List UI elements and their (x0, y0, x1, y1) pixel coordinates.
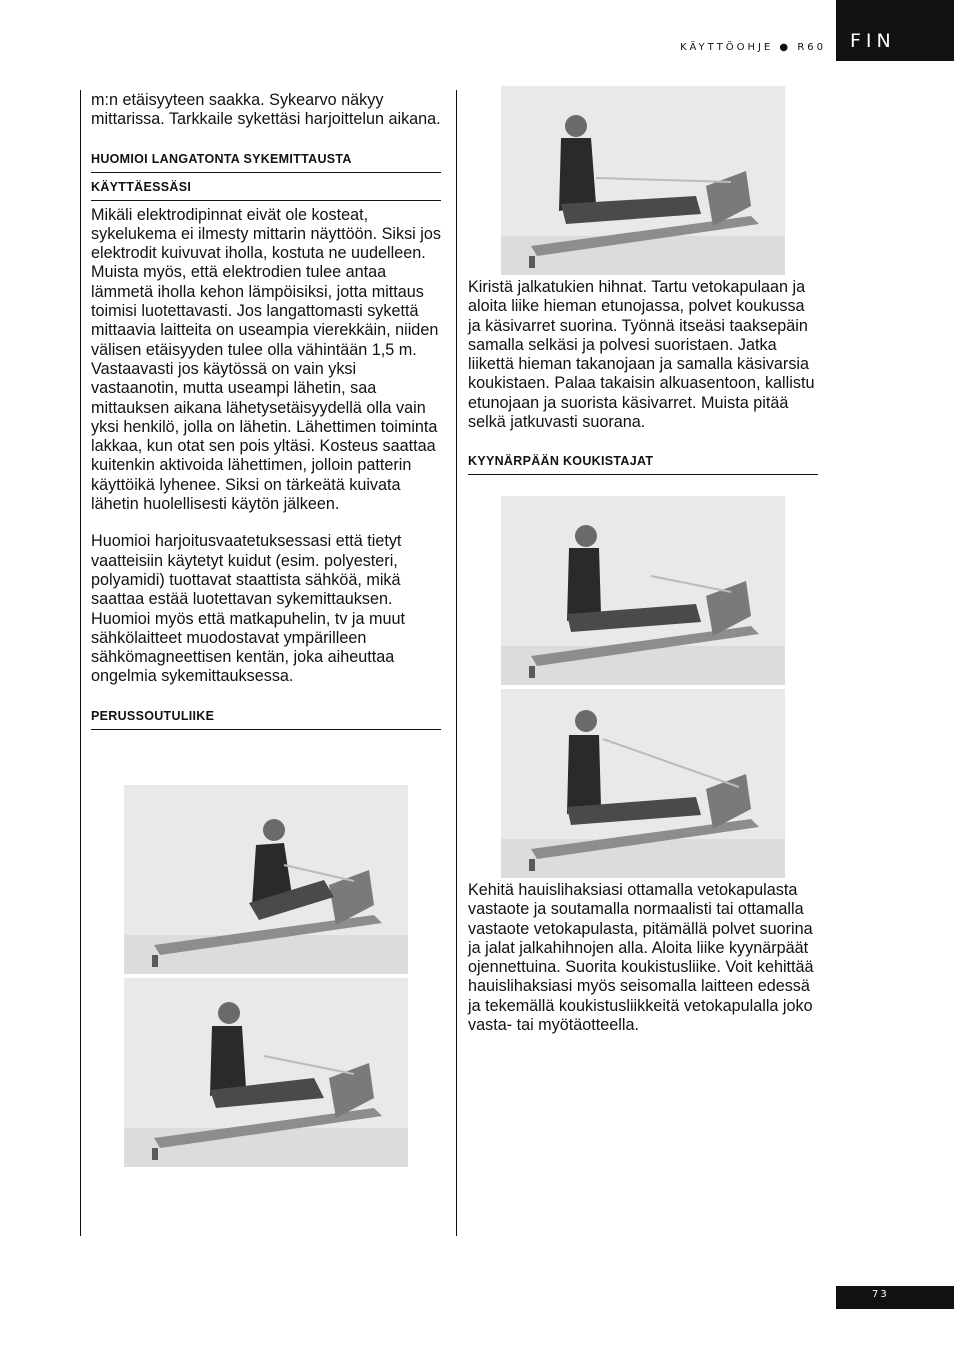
clothing-paragraph: Huomioi harjoitusvaatetuksessasi että tietyt vaatteisiin käytetyt kuidut (esim. polyesteri, polyamidi) tuottavat staattista sähköä, mikä saattaa estää luotettavan sykemittauksen. Huomioi myös että matkapuhelin, tv ja muut sähkölaitteet muodostavat ympärilleen sähkömagneettisen kentän, joka aiheuttaa ongelmia sykemittauksessa. (91, 532, 405, 686)
section-heading-wireless: HUOMIOI LANGATONTA SYKEMITTAUSTA (91, 152, 441, 173)
section-heading-biceps: KYYNÄRPÄÄN KOUKISTAJAT (468, 454, 818, 475)
wireless-paragraph: Mikäli elektrodipinnat eivät ole kosteat, sykelukema ei ilmesty mittarin näyttöön. Siksi jos elektrodit kuivuvat iholla, kostuta ne uudelleen. Muista myös, että elektrodien tulee antaa lämmetä iholla kehon lämpöisiksi, jotta mittaus toimisi luotettavasti. Jos langattomasti sykettä mittaavia laitteita on useampia vierekkäin, niiden välisen etäisyyden tulee olla vähintään 1,5 m. Vastaavasti jos käytössä on vain yksi vastaanotin, mutta useampi lähetin, saa mittauksen aikana lähetysetäisyydellä olla vain yksi henkilö, jolla on lähetin. Lähettimen toiminta lakkaa, kun otat sen pois yltäsi. Kosteus saattaa kuitenkin aktivoida lähettimen, jolloin patterin käyttöikä lyhenee. Siksi on tärkeätä kuivata lähetin huolellisesti käytön jälkeen. (91, 205, 441, 514)
left-column (91, 91, 441, 730)
biceps-finish-photo (501, 689, 785, 878)
right-column (468, 278, 818, 475)
rowing-instructions-paragraph: Kiristä jalkatukien hihnat. Tartu vetokapulaan ja aloita liike hieman etunojassa, polvet koukussa ja käsivarret suorina. Työnnä itseäsi taaksepäin samalla selkäsi ja polvesi suoristaen. Jatka liikettä hieman takanojaan ja samalla käsivarsia koukistaen. Palaa takaisin alkuasentoon, kallistu etunojaan ja suorista käsivarret. Muista pitää selkä jatkuvasti suorana. (468, 278, 815, 432)
section-heading-basic-rowing: PERUSSOUTULIIKE (91, 709, 441, 730)
rowing-start-photo (124, 785, 408, 974)
rowing-sequence-photo (501, 86, 785, 275)
biceps-instructions-paragraph: Kehitä hauislihaksiasi ottamalla vetokapulasta vastaote ja soutamalla normaalisti tai ottamalla vastaote vetokapulasta, pitämällä polvet suorina ja jalat jalkahihnojen alla. Aloita liike kyynärpäät ojennettuina. Suorita koukistusliike. Voit kehittää hauislihaksiasi myös seisomalla laitteen edessä ja tekemällä koukistusliikkeitä vetokapulalla joko vasta- tai myötäotteella. (468, 881, 814, 1035)
intro-paragraph: m:n etäisyyteen saakka. Sykearvo näkyy mittarissa. Tarkkaile sykettäsi harjoittelun aikana. (91, 91, 441, 129)
section-heading-wireless-cont: KÄYTTÄESSÄSI (91, 180, 441, 201)
rowing-finish-photo (124, 978, 408, 1167)
page-number-tab (836, 1286, 954, 1309)
biceps-start-photo (501, 496, 785, 685)
page-number: 73 (872, 1289, 889, 1300)
column-divider-rule (456, 90, 457, 1236)
running-header: KÄYTTÖOHJE ● R60 (680, 42, 826, 53)
language-tab-label: FIN (850, 30, 896, 52)
language-tab (836, 0, 954, 61)
left-margin-rule (80, 90, 81, 1236)
right-column-lower (468, 881, 818, 1035)
